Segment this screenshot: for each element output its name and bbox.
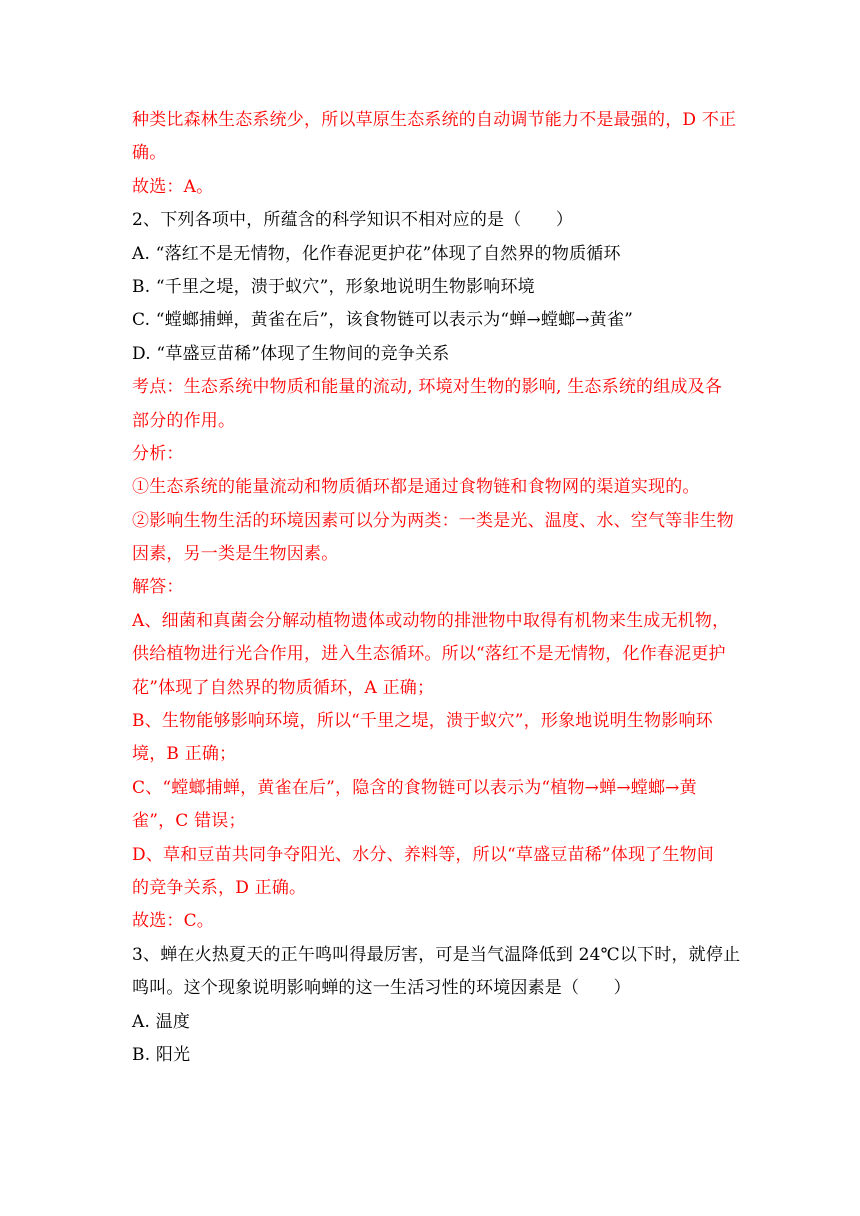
solution-a-line-2: 供给植物进行光合作用，进入生态循环。所以“落红不是无情物，化作春泥更护: [132, 644, 726, 665]
question-2-option-c: C. “螳螂捕蝉，黄雀在后”，该食物链可以表示为“蝉→螳螂→黄雀”: [132, 310, 634, 331]
question-3-stem-line-2: 鸣叫。这个现象说明影响蝉的这一生活习性的环境因素是（ ）: [132, 978, 631, 999]
analysis-heading: 分析：: [132, 443, 184, 464]
question-3-stem-line-1: 3、蝉在火热夏天的正午鸣叫得最厉害，可是当气温降低到 24℃以下时，就停止: [132, 944, 741, 965]
solution-b-line-1: B、生物能够影响环境，所以“千里之堤，溃于蚁穴”，形象地说明生物影响环: [132, 711, 713, 732]
answer-choice-q1: 故选：A。: [132, 176, 214, 197]
solution-c-line-1: C、“螳螂捕蝉，黄雀在后”，隐含的食物链可以表示为“植物→蝉→螳螂→黄: [132, 777, 697, 798]
question-2-option-d: D. “草盛豆苗稀”体现了生物间的竞争关系: [132, 343, 450, 364]
question-2-option-b: B. “千里之堤，溃于蚁穴”，形象地说明生物影响环境: [132, 276, 535, 297]
solution-d-line-2: 的竞争关系，D 正确。: [132, 877, 307, 898]
solution-a-line-1: A、细菌和真菌会分解动植物遗体或动物的排泄物中取得有机物来生成无机物，: [132, 610, 730, 631]
answer-choice-q2: 故选：C。: [132, 911, 215, 932]
document-body: [132, 104, 741, 1072]
analysis-point-2-line-1: ②影响生物生活的环境因素可以分为两类：一类是光、温度、水、空气等非生物: [132, 510, 734, 531]
solution-a-line-3: 花”体现了自然界的物质循环，A 正确；: [132, 677, 435, 698]
answer-line-2: 确。: [132, 143, 167, 164]
solution-d-line-1: D、草和豆苗共同争夺阳光、水分、养料等，所以“草盛豆苗稀”体现了生物间: [132, 844, 715, 865]
solution-heading: 解答：: [132, 577, 184, 598]
knowledge-point-line-1: 考点：生态系统中物质和能量的流动, 环境对生物的影响, 生态系统的组成及各: [132, 377, 723, 398]
analysis-point-1: ①生态系统的能量流动和物质循环都是通过食物链和食物网的渠道实现的。: [132, 477, 700, 498]
question-3-option-a: A. 温度: [132, 1011, 191, 1032]
answer-line-1: 种类比森林生态系统少，所以草原生态系统的自动调节能力不是最强的，D 不正: [132, 110, 737, 130]
analysis-point-2-line-2: 因素，另一类是生物因素。: [132, 544, 339, 565]
solution-c-line-2: 雀”，C 错误；: [132, 811, 246, 832]
solution-b-line-2: 境，B 正确；: [132, 744, 237, 765]
question-2-option-a: A. “落红不是无情物，化作春泥更护花”体现了自然界的物质循环: [132, 243, 621, 264]
question-3-option-b: B. 阳光: [132, 1044, 191, 1065]
knowledge-point-line-2: 部分的作用。: [132, 410, 236, 431]
question-2-stem: 2、下列各项中，所蕴含的科学知识不相对应的是（ ）: [132, 210, 574, 231]
